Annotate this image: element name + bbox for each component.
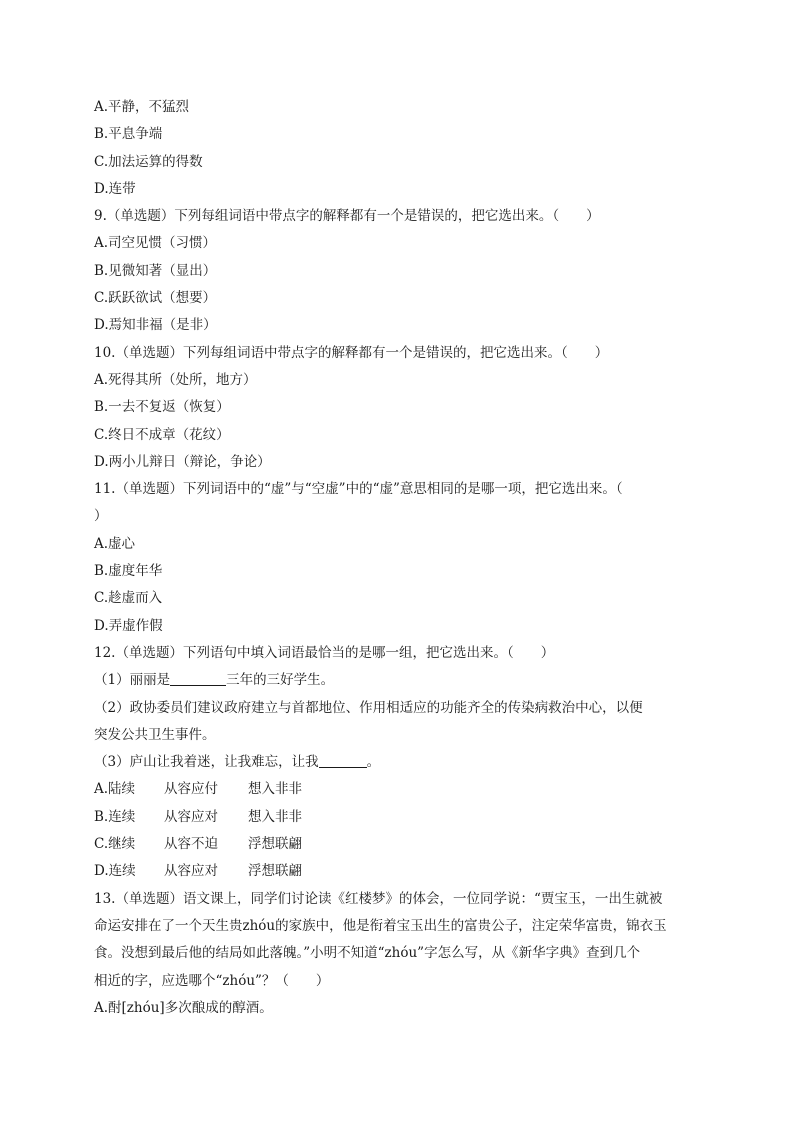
q11-option-d: D.弄虚作假 [94, 617, 163, 634]
question-13-stem-cont: 命运安排在了一个天生贵zhóu的家族中，他是衔着宝玉出生的富贵公子，注定荣华富贵，锦衣玉 [94, 917, 667, 934]
option-word: 浮想联翩 [248, 836, 302, 853]
question-page [94, 94, 694, 1022]
question-11-stem-cont: ） [94, 508, 108, 525]
option-word: 从容应对 [164, 863, 218, 880]
question-13-stem: 13.（单选题）语文课上，同学们讨论读《红楼梦》的体会，一位同学说：“贾宝玉，一出生就被 [94, 890, 663, 907]
question-13-stem-cont: 相近的字，应选哪个“zhóu”？（ ） [94, 972, 330, 989]
sentence-text: （1）丽丽是 [94, 672, 171, 689]
option-word: 从容不迫 [164, 836, 218, 853]
option-word: 浮想联翩 [248, 863, 302, 880]
question-9-stem: 9.（单选题）下列每组词语中带点字的解释都有一个是错误的，把它选出来。（ ） [94, 208, 600, 225]
q9-option-b: B.见微知著（显出） [94, 262, 217, 279]
answer-blank [319, 753, 367, 768]
option-line: A.平静，不猛烈 [94, 99, 190, 115]
q9-option-d: D.焉知非福（是非） [94, 317, 217, 334]
option-line: C.加法运算的得数 [94, 153, 203, 170]
q12-sentence-2-cont: 突发公共卫生事件。 [94, 726, 216, 743]
answer-blank [170, 671, 226, 686]
option-word: 从容应对 [164, 808, 218, 825]
option-line: D.连带 [94, 180, 136, 197]
question-13-stem-cont: 食。没想到最后他的结局如此落魄。”小明不知道“zhóu”字怎么写，从《新华字典》查到几个 [94, 945, 641, 962]
q13-option-a: A.酎[zhóu]多次酿成的醇酒。 [94, 999, 273, 1016]
question-11-stem: 11.（单选题）下列词语中的“虚”与“空虚”中的“虚”意思相同的是哪一项，把它选出来。（ [94, 481, 623, 498]
option-word: D.连续 [94, 863, 136, 880]
question-10-stem: 10.（单选题）下列每组词语中带点字的解释都有一个是错误的，把它选出来。（ ） [94, 344, 609, 361]
q10-option-a: A.死得其所（处所，地方） [94, 371, 257, 388]
q9-option-a: A.司空见惯（习惯） [94, 235, 217, 252]
q11-option-b: B.虚度年华 [94, 563, 163, 580]
q11-option-a: A.虚心 [94, 535, 136, 552]
option-line: B.平息争端 [94, 126, 163, 143]
option-word: A.陆续 [94, 781, 136, 798]
q12-option-c [94, 831, 694, 858]
sentence-text: （3）庐山让我着迷，让我难忘，让我 [94, 754, 319, 771]
option-word: C.继续 [94, 836, 136, 853]
question-12-stem: 12.（单选题）下列语句中填入词语最恰当的是哪一组，把它选出来。（ ） [94, 644, 555, 661]
option-word: B.连续 [94, 808, 136, 825]
sentence-text: 。 [366, 754, 381, 771]
q12-sentence-2: （2）政协委员们建议政府建立与首都地位、作用相适应的功能齐全的传染病救治中心，以便 [94, 699, 643, 716]
option-word: 从容应付 [164, 781, 218, 798]
q12-sentence-1 [94, 667, 694, 694]
q10-option-c: C.终日不成章（花纹） [94, 426, 230, 443]
q12-option-b [94, 804, 694, 831]
sentence-text: 三年的三好学生。 [226, 672, 335, 689]
q12-option-a [94, 776, 694, 803]
q11-option-c: C.趁虚而入 [94, 590, 163, 607]
option-word: 想入非非 [248, 781, 302, 798]
q12-option-d [94, 858, 694, 885]
q9-option-c: C.跃跃欲试（想要） [94, 290, 217, 307]
q10-option-b: B.一去不复返（恢复） [94, 399, 230, 416]
option-word: 想入非非 [248, 808, 302, 825]
q12-sentence-3 [94, 749, 694, 776]
q10-option-d: D.两小儿辩日（辩论，争论） [94, 453, 271, 470]
